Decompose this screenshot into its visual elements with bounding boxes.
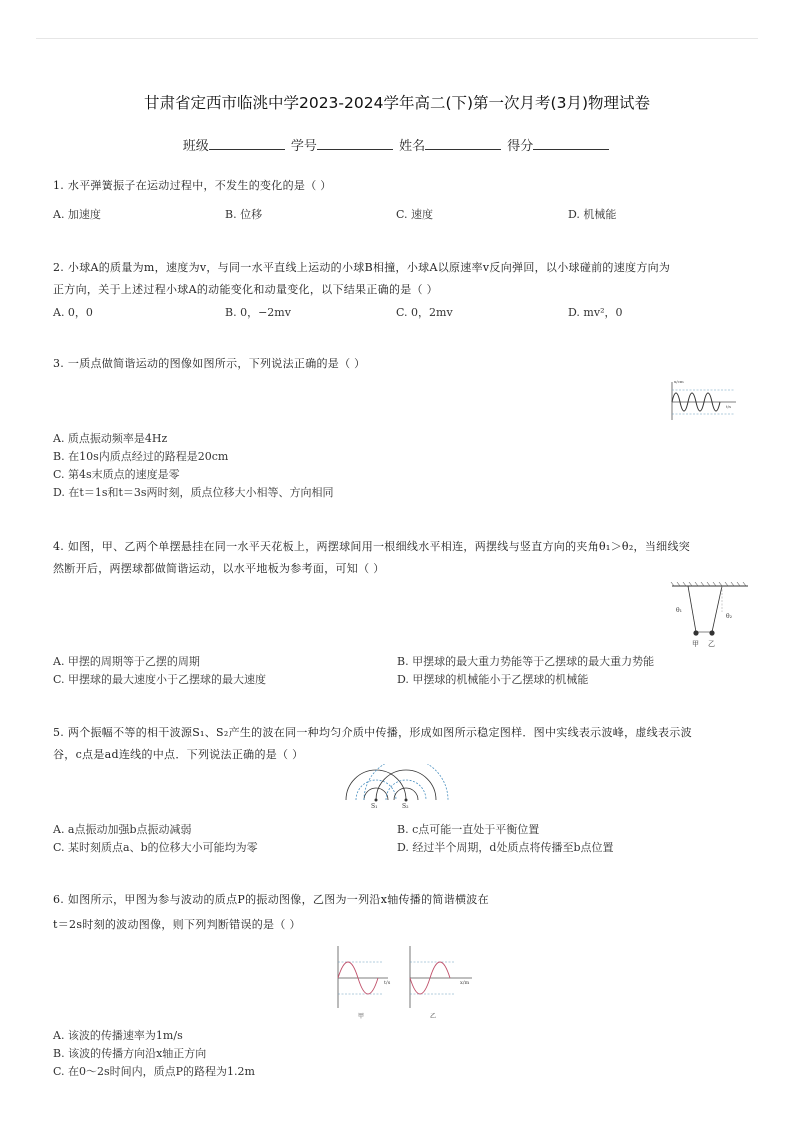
question-stem: 1. 水平弹簧振子在运动过程中，不发生的变化的是（ ） [53, 179, 332, 192]
top-divider [36, 38, 758, 39]
question-stem-line-2: t＝2s时刻的波动图像，则下列判断错误的是（ ） [53, 918, 301, 931]
question-stem-line-2: 谷，c点是ad连线的中点．下列说法正确的是（ ） [53, 748, 304, 761]
interference-figure [336, 764, 456, 808]
option-b: B. 0，−2mv [225, 306, 291, 319]
question-stem-line-1: 6. 如图所示，甲图为参与波动的质点P的振动图像，乙图为一列沿x轴传播的简谐横波在 [53, 893, 489, 906]
info-blank-id [317, 137, 393, 150]
info-label-score: 得分 [507, 139, 534, 154]
y-axis-label: x/cm [674, 379, 684, 384]
question-3 [53, 353, 746, 375]
jia-label: 甲 [692, 640, 699, 648]
option-a: A. 0，0 [53, 306, 93, 319]
option-c: C. 某时刻质点a、b的位移大小可能均为零 [53, 841, 258, 854]
jia-label: 甲 [358, 1013, 365, 1020]
info-blank-class [209, 137, 285, 150]
right-x-axis-label: x/m [460, 980, 470, 986]
pendulum-figure [670, 582, 750, 652]
s1-label: S₁ [371, 803, 378, 808]
option-c: C. 0，2mv [396, 306, 453, 319]
question-1 [53, 175, 746, 197]
option-d: D. 经过半个周期，d处质点将传播至b点位置 [397, 841, 614, 854]
info-label-id: 学号 [290, 139, 317, 154]
option-a: A. 甲摆的周期等于乙摆的周期 [53, 655, 200, 668]
info-label-class: 班级 [182, 139, 209, 154]
question-stem-line-2: 正方向，关于上述过程小球A的动能变化和动量变化，以下结果正确的是（ ） [53, 283, 438, 296]
x-axis-label: t/s [726, 404, 732, 409]
option-c: C. 甲摆球的最大速度小于乙摆球的最大速度 [53, 673, 267, 686]
theta2-label: θ₂ [726, 613, 733, 620]
option-a: A. 加速度 [53, 208, 101, 221]
option-d: D. 甲摆球的机械能小于乙摆球的机械能 [397, 673, 589, 686]
question-stem-line-1: 4. 如图，甲、乙两个单摆悬挂在同一水平天花板上，两摆球间用一根细线水平相连，两摆线与竖直方向的夹角θ₁＞θ₂，当细线突 [53, 540, 691, 553]
info-label-name: 姓名 [399, 139, 426, 154]
yi-label: 乙 [430, 1013, 437, 1020]
question-4 [53, 536, 746, 580]
question-stem-line-1: 5. 两个振幅不等的相干波源S₁、S₂产生的波在同一种均匀介质中传播，形成如图所示稳定图样．图中实线表示波峰，虚线表示波 [53, 726, 692, 739]
left-x-axis-label: t/s [384, 980, 391, 986]
option-d: D. mv²，0 [568, 306, 623, 319]
wave-graphs-figure [326, 942, 476, 1022]
option-b: B. 该波的传播方向沿x轴正方向 [53, 1047, 207, 1060]
option-b: B. 甲摆球的最大重力势能等于乙摆球的最大重力势能 [397, 655, 655, 668]
page-title: 甘肃省定西市临洮中学2023-2024学年高二(下)第一次月考(3月)物理试卷 [143, 94, 651, 112]
option-c: C. 在0～2s时间内，质点P的路程为1.2m [53, 1065, 255, 1078]
theta1-label: θ₁ [676, 607, 683, 614]
option-a: A. 该波的传播速率为1m/s [53, 1029, 183, 1042]
option-b: B. 在10s内质点经过的路程是20cm [53, 450, 229, 463]
yi-label: 乙 [708, 640, 715, 648]
question-6-continued [53, 914, 746, 936]
question-stem-line-1: 2. 小球A的质量为m，速度为v，与同一水平直线上运动的小球B相撞，小球A以原速率v反向弹回，以小球碰前的速度方向为 [53, 261, 671, 274]
student-info-row [0, 135, 794, 154]
option-d: D. 在t＝1s和t＝3s两时刻，质点位移大小相等、方向相同 [53, 486, 334, 499]
question-stem: 3. 一质点做简谐运动的图像如图所示，下列说法正确的是（ ） [53, 357, 366, 370]
option-c: C. 第4s末质点的速度是零 [53, 468, 180, 481]
s2-label: S₂ [402, 803, 409, 808]
option-b: B. 位移 [225, 208, 263, 221]
option-d: D. 机械能 [568, 208, 617, 221]
option-c: C. 速度 [396, 208, 434, 221]
question-stem-line-2: 然断开后，两摆球都做简谐运动，以水平地板为参考面，可知（ ） [53, 562, 385, 575]
info-blank-name [425, 137, 501, 150]
question-6 [53, 889, 746, 911]
shm-graph-figure [664, 378, 746, 424]
option-a: A. a点振动加强b点振动减弱 [53, 823, 192, 836]
question-5 [53, 722, 746, 766]
info-blank-score [533, 137, 609, 150]
question-2 [53, 257, 746, 301]
option-b: B. c点可能一直处于平衡位置 [397, 823, 540, 836]
option-a: A. 质点振动频率是4Hz [53, 432, 168, 445]
